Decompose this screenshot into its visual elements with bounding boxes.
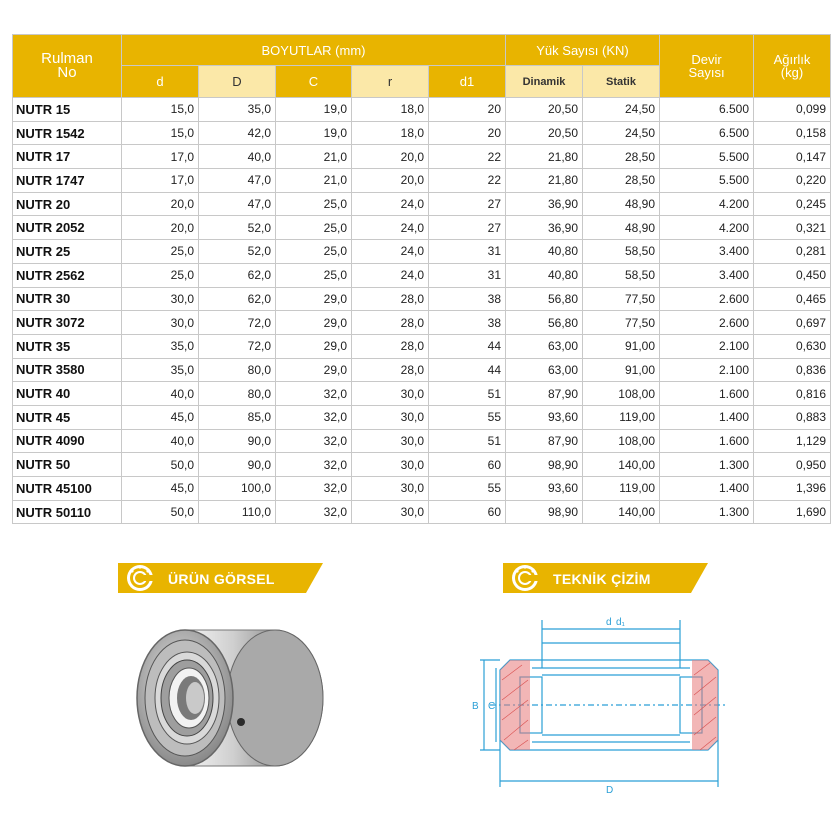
spec-value-cell: 32,0 bbox=[276, 429, 352, 453]
spec-value-cell: 29,0 bbox=[276, 334, 352, 358]
spec-value-cell: 0,630 bbox=[754, 334, 831, 358]
bearing-model-cell: NUTR 2052 bbox=[13, 216, 122, 240]
spec-value-cell: 38 bbox=[429, 311, 506, 335]
header-devir-sayisi: Devir Sayısı bbox=[660, 35, 754, 98]
spec-value-cell: 21,80 bbox=[506, 169, 583, 193]
spec-value-cell: 40,0 bbox=[122, 382, 199, 406]
spec-value-cell: 24,0 bbox=[352, 263, 429, 287]
spec-value-cell: 119,00 bbox=[583, 477, 660, 501]
spec-value-cell: 50,0 bbox=[122, 453, 199, 477]
spec-value-cell: 28,0 bbox=[352, 311, 429, 335]
spec-value-cell: 91,00 bbox=[583, 334, 660, 358]
spec-value-cell: 47,0 bbox=[199, 169, 276, 193]
spec-value-cell: 38 bbox=[429, 287, 506, 311]
spec-value-cell: 30,0 bbox=[122, 311, 199, 335]
spec-value-cell: 62,0 bbox=[199, 263, 276, 287]
spec-value-cell: 21,80 bbox=[506, 145, 583, 169]
table-row bbox=[13, 405, 831, 429]
spec-value-cell: 1.600 bbox=[660, 429, 754, 453]
spec-value-cell: 20,0 bbox=[352, 169, 429, 193]
spec-value-cell: 1.300 bbox=[660, 500, 754, 524]
spec-value-cell: 91,00 bbox=[583, 358, 660, 382]
spec-value-cell: 28,0 bbox=[352, 287, 429, 311]
spec-value-cell: 1,129 bbox=[754, 429, 831, 453]
spec-value-cell: 4.200 bbox=[660, 192, 754, 216]
spec-value-cell: 80,0 bbox=[199, 358, 276, 382]
spec-value-cell: 31 bbox=[429, 240, 506, 264]
spec-value-cell: 119,00 bbox=[583, 405, 660, 429]
bearing-spec-table bbox=[12, 34, 831, 524]
spec-value-cell: 27 bbox=[429, 192, 506, 216]
table-row bbox=[13, 382, 831, 406]
spec-value-cell: 2.600 bbox=[660, 287, 754, 311]
spec-value-cell: 0,816 bbox=[754, 382, 831, 406]
spec-value-cell: 35,0 bbox=[122, 334, 199, 358]
spec-value-cell: 18,0 bbox=[352, 121, 429, 145]
spec-value-cell: 90,0 bbox=[199, 453, 276, 477]
table-row bbox=[13, 240, 831, 264]
spec-value-cell: 108,00 bbox=[583, 429, 660, 453]
spec-value-cell: 0,836 bbox=[754, 358, 831, 382]
header-D: D bbox=[199, 66, 276, 98]
spec-value-cell: 15,0 bbox=[122, 121, 199, 145]
spec-value-cell: 80,0 bbox=[199, 382, 276, 406]
spec-value-cell: 62,0 bbox=[199, 287, 276, 311]
spec-value-cell: 20,50 bbox=[506, 121, 583, 145]
header-dinamik: Dinamik bbox=[506, 66, 583, 98]
spec-value-cell: 24,50 bbox=[583, 121, 660, 145]
technical-drawing bbox=[470, 605, 740, 805]
table-row bbox=[13, 263, 831, 287]
spec-value-cell: 52,0 bbox=[199, 216, 276, 240]
spec-value-cell: 3.400 bbox=[660, 240, 754, 264]
spec-value-cell: 77,50 bbox=[583, 287, 660, 311]
spec-value-cell: 24,0 bbox=[352, 216, 429, 240]
spec-value-cell: 98,90 bbox=[506, 500, 583, 524]
table-row bbox=[13, 145, 831, 169]
bearing-model-cell: NUTR 17 bbox=[13, 145, 122, 169]
spec-value-cell: 40,0 bbox=[122, 429, 199, 453]
spec-value-cell: 98,90 bbox=[506, 453, 583, 477]
spec-value-cell: 1,396 bbox=[754, 477, 831, 501]
spec-value-cell: 58,50 bbox=[583, 263, 660, 287]
table-row bbox=[13, 216, 831, 240]
table-row bbox=[13, 287, 831, 311]
spec-value-cell: 32,0 bbox=[276, 477, 352, 501]
spec-value-cell: 108,00 bbox=[583, 382, 660, 406]
spec-value-cell: 55 bbox=[429, 477, 506, 501]
spec-value-cell: 93,60 bbox=[506, 477, 583, 501]
spec-value-cell: 56,80 bbox=[506, 287, 583, 311]
table-row bbox=[13, 477, 831, 501]
header-yuk-sayisi: Yük Sayısı (KN) bbox=[506, 35, 660, 66]
spec-value-cell: 24,0 bbox=[352, 240, 429, 264]
spec-value-cell: 140,00 bbox=[583, 500, 660, 524]
spec-value-cell: 45,0 bbox=[122, 405, 199, 429]
bearing-model-cell: NUTR 1747 bbox=[13, 169, 122, 193]
table-row bbox=[13, 169, 831, 193]
spec-value-cell: 28,50 bbox=[583, 169, 660, 193]
spec-value-cell: 87,90 bbox=[506, 382, 583, 406]
spec-value-cell: 72,0 bbox=[199, 334, 276, 358]
spec-value-cell: 1.400 bbox=[660, 405, 754, 429]
bearing-model-cell: NUTR 45100 bbox=[13, 477, 122, 501]
spec-value-cell: 19,0 bbox=[276, 98, 352, 122]
bearing-model-cell: NUTR 3580 bbox=[13, 358, 122, 382]
spec-value-cell: 90,0 bbox=[199, 429, 276, 453]
spec-value-cell: 35,0 bbox=[122, 358, 199, 382]
header-agirlik: Ağırlık (kg) bbox=[754, 35, 831, 98]
bearing-model-cell: NUTR 50 bbox=[13, 453, 122, 477]
spec-value-cell: 51 bbox=[429, 382, 506, 406]
spec-value-cell: 5.500 bbox=[660, 145, 754, 169]
table-row bbox=[13, 311, 831, 335]
product-photo bbox=[125, 610, 325, 785]
spec-value-cell: 32,0 bbox=[276, 500, 352, 524]
technical-drawing-badge bbox=[503, 563, 708, 593]
bearing-model-cell: NUTR 2562 bbox=[13, 263, 122, 287]
bearing-model-cell: NUTR 35 bbox=[13, 334, 122, 358]
header-boyutlar: BOYUTLAR (mm) bbox=[122, 35, 506, 66]
spec-value-cell: 48,90 bbox=[583, 216, 660, 240]
drawing-label-D: D bbox=[606, 785, 614, 796]
spec-value-cell: 0,099 bbox=[754, 98, 831, 122]
spec-value-cell: 25,0 bbox=[276, 263, 352, 287]
spec-value-cell: 2.100 bbox=[660, 358, 754, 382]
spec-value-cell: 29,0 bbox=[276, 287, 352, 311]
spec-value-cell: 2.600 bbox=[660, 311, 754, 335]
spec-value-cell: 42,0 bbox=[199, 121, 276, 145]
spec-value-cell: 0,245 bbox=[754, 192, 831, 216]
table-row bbox=[13, 192, 831, 216]
product-image-label: ÜRÜN GÖRSEL bbox=[168, 571, 275, 587]
spec-value-cell: 20,50 bbox=[506, 98, 583, 122]
spec-value-cell: 58,50 bbox=[583, 240, 660, 264]
spec-value-cell: 28,0 bbox=[352, 358, 429, 382]
spec-value-cell: 0,950 bbox=[754, 453, 831, 477]
spec-value-cell: 29,0 bbox=[276, 358, 352, 382]
spec-value-cell: 1.600 bbox=[660, 382, 754, 406]
spec-value-cell: 47,0 bbox=[199, 192, 276, 216]
header-C: C bbox=[276, 66, 352, 98]
spec-value-cell: 1,690 bbox=[754, 500, 831, 524]
spec-value-cell: 30,0 bbox=[352, 500, 429, 524]
table-row bbox=[13, 98, 831, 122]
spec-value-cell: 30,0 bbox=[122, 287, 199, 311]
spec-value-cell: 24,0 bbox=[352, 192, 429, 216]
header-d1: d1 bbox=[429, 66, 506, 98]
spec-value-cell: 40,80 bbox=[506, 240, 583, 264]
spec-value-cell: 25,0 bbox=[276, 216, 352, 240]
table-row bbox=[13, 500, 831, 524]
spec-value-cell: 30,0 bbox=[352, 405, 429, 429]
spec-value-cell: 100,0 bbox=[199, 477, 276, 501]
spec-value-cell: 1.300 bbox=[660, 453, 754, 477]
spec-value-cell: 6.500 bbox=[660, 98, 754, 122]
spec-value-cell: 28,50 bbox=[583, 145, 660, 169]
spec-value-cell: 32,0 bbox=[276, 405, 352, 429]
header-d: d bbox=[122, 66, 199, 98]
spec-value-cell: 20 bbox=[429, 98, 506, 122]
drawing-label-B: B bbox=[472, 701, 479, 712]
spec-value-cell: 4.200 bbox=[660, 216, 754, 240]
spec-value-cell: 1.400 bbox=[660, 477, 754, 501]
spec-value-cell: 63,00 bbox=[506, 358, 583, 382]
spec-value-cell: 17,0 bbox=[122, 145, 199, 169]
spec-value-cell: 28,0 bbox=[352, 334, 429, 358]
spec-value-cell: 40,0 bbox=[199, 145, 276, 169]
bearing-model-cell: NUTR 50110 bbox=[13, 500, 122, 524]
spec-value-cell: 60 bbox=[429, 500, 506, 524]
spec-value-cell: 25,0 bbox=[276, 240, 352, 264]
spec-value-cell: 93,60 bbox=[506, 405, 583, 429]
spec-value-cell: 0,158 bbox=[754, 121, 831, 145]
spec-value-cell: 140,00 bbox=[583, 453, 660, 477]
spec-value-cell: 20,0 bbox=[122, 216, 199, 240]
spec-value-cell: 3.400 bbox=[660, 263, 754, 287]
spec-value-cell: 87,90 bbox=[506, 429, 583, 453]
spec-value-cell: 20,0 bbox=[122, 192, 199, 216]
drawing-label-C: C bbox=[488, 701, 496, 712]
spec-value-cell: 20,0 bbox=[352, 145, 429, 169]
spec-value-cell: 77,50 bbox=[583, 311, 660, 335]
spec-value-cell: 51 bbox=[429, 429, 506, 453]
bearing-model-cell: NUTR 40 bbox=[13, 382, 122, 406]
spec-value-cell: 0,883 bbox=[754, 405, 831, 429]
spec-value-cell: 0,465 bbox=[754, 287, 831, 311]
spec-value-cell: 32,0 bbox=[276, 382, 352, 406]
spec-value-cell: 45,0 bbox=[122, 477, 199, 501]
spec-value-cell: 5.500 bbox=[660, 169, 754, 193]
bearing-model-cell: NUTR 20 bbox=[13, 192, 122, 216]
spec-value-cell: 40,80 bbox=[506, 263, 583, 287]
spec-value-cell: 0,220 bbox=[754, 169, 831, 193]
table-row bbox=[13, 453, 831, 477]
spec-value-cell: 25,0 bbox=[122, 240, 199, 264]
table-body bbox=[13, 98, 831, 524]
spec-value-cell: 48,90 bbox=[583, 192, 660, 216]
spec-value-cell: 50,0 bbox=[122, 500, 199, 524]
header-rulman-no: Rulman No bbox=[13, 35, 122, 98]
spec-value-cell: 31 bbox=[429, 263, 506, 287]
spec-value-cell: 63,00 bbox=[506, 334, 583, 358]
spec-value-cell: 0,321 bbox=[754, 216, 831, 240]
spec-value-cell: 30,0 bbox=[352, 429, 429, 453]
spec-value-cell: 32,0 bbox=[276, 453, 352, 477]
spec-value-cell: 0,147 bbox=[754, 145, 831, 169]
spec-value-cell: 30,0 bbox=[352, 382, 429, 406]
table-row bbox=[13, 429, 831, 453]
spec-value-cell: 21,0 bbox=[276, 145, 352, 169]
bearing-model-cell: NUTR 3072 bbox=[13, 311, 122, 335]
spec-value-cell: 35,0 bbox=[199, 98, 276, 122]
bearing-model-cell: NUTR 15 bbox=[13, 98, 122, 122]
bearing-model-cell: NUTR 1542 bbox=[13, 121, 122, 145]
spec-value-cell: 20 bbox=[429, 121, 506, 145]
spec-value-cell: 25,0 bbox=[122, 263, 199, 287]
table-row bbox=[13, 334, 831, 358]
bearing-model-cell: NUTR 4090 bbox=[13, 429, 122, 453]
product-image-badge bbox=[118, 563, 323, 593]
spec-value-cell: 19,0 bbox=[276, 121, 352, 145]
table-row bbox=[13, 358, 831, 382]
spec-value-cell: 24,50 bbox=[583, 98, 660, 122]
drawing-label-d1: d₁ bbox=[616, 617, 625, 628]
spec-value-cell: 6.500 bbox=[660, 121, 754, 145]
spec-value-cell: 110,0 bbox=[199, 500, 276, 524]
spec-value-cell: 0,450 bbox=[754, 263, 831, 287]
spec-value-cell: 30,0 bbox=[352, 477, 429, 501]
spec-value-cell: 52,0 bbox=[199, 240, 276, 264]
spec-value-cell: 36,90 bbox=[506, 192, 583, 216]
spec-value-cell: 36,90 bbox=[506, 216, 583, 240]
spec-value-cell: 55 bbox=[429, 405, 506, 429]
spec-value-cell: 18,0 bbox=[352, 98, 429, 122]
spec-value-cell: 17,0 bbox=[122, 169, 199, 193]
spec-value-cell: 25,0 bbox=[276, 192, 352, 216]
spec-value-cell: 0,697 bbox=[754, 311, 831, 335]
spec-value-cell: 60 bbox=[429, 453, 506, 477]
spec-value-cell: 44 bbox=[429, 334, 506, 358]
spec-value-cell: 44 bbox=[429, 358, 506, 382]
spec-value-cell: 29,0 bbox=[276, 311, 352, 335]
spec-value-cell: 27 bbox=[429, 216, 506, 240]
bearing-model-cell: NUTR 25 bbox=[13, 240, 122, 264]
spec-value-cell: 56,80 bbox=[506, 311, 583, 335]
header-r: r bbox=[352, 66, 429, 98]
spec-value-cell: 72,0 bbox=[199, 311, 276, 335]
spec-value-cell: 22 bbox=[429, 145, 506, 169]
spec-value-cell: 30,0 bbox=[352, 453, 429, 477]
spec-value-cell: 15,0 bbox=[122, 98, 199, 122]
spec-value-cell: 22 bbox=[429, 169, 506, 193]
header-statik: Statik bbox=[583, 66, 660, 98]
spec-value-cell: 0,281 bbox=[754, 240, 831, 264]
table-row bbox=[13, 121, 831, 145]
technical-drawing-label: TEKNİK ÇİZİM bbox=[553, 571, 651, 587]
spec-value-cell: 2.100 bbox=[660, 334, 754, 358]
spec-value-cell: 85,0 bbox=[199, 405, 276, 429]
table-header bbox=[13, 35, 831, 98]
drawing-label-d: d bbox=[606, 617, 612, 628]
spec-value-cell: 21,0 bbox=[276, 169, 352, 193]
bearing-model-cell: NUTR 45 bbox=[13, 405, 122, 429]
bearing-model-cell: NUTR 30 bbox=[13, 287, 122, 311]
